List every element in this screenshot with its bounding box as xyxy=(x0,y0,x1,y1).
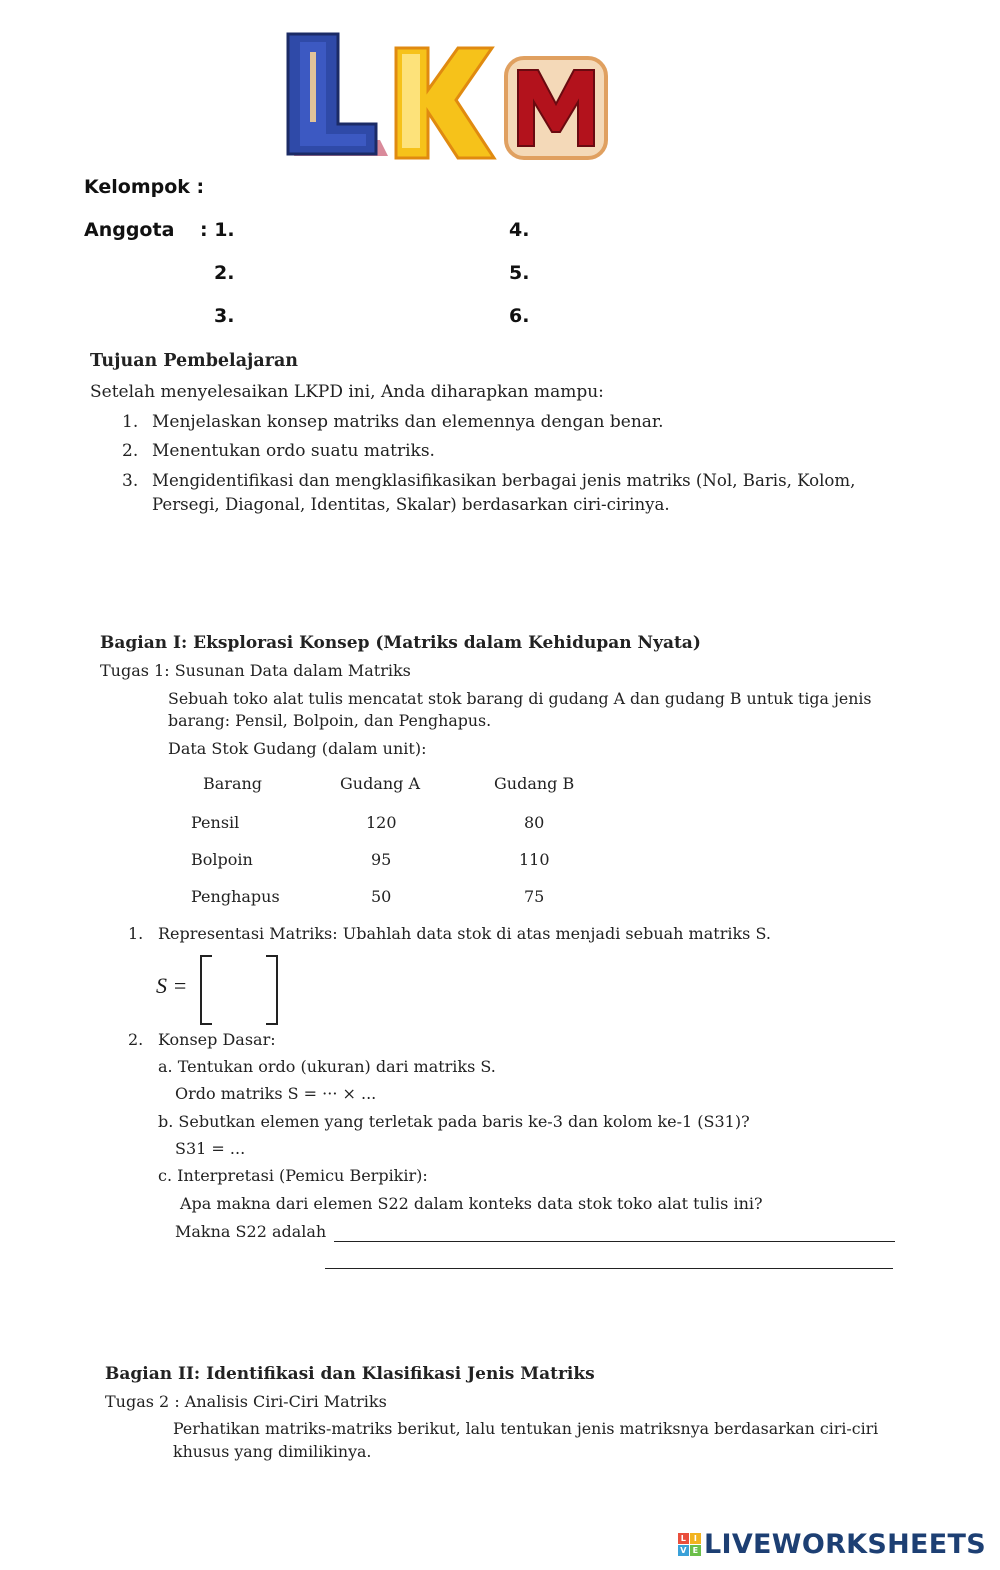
q2a-text: a. Tentukan ordo (ukuran) dari matriks S. xyxy=(158,1057,496,1076)
table-cell: 110 xyxy=(519,850,550,869)
tujuan-item-1: Menjelaskan konsep matriks dan elemennya dengan benar. xyxy=(152,412,664,432)
anggota-label: Anggota xyxy=(84,219,175,241)
table-cell: 50 xyxy=(371,887,392,906)
tujuan-item-3-cont: Persegi, Diagonal, Identitas, Skalar) berdasarkan ciri-cirinya. xyxy=(152,495,670,514)
tujuan-title: Tujuan Pembelajaran xyxy=(90,351,299,371)
tujuan-item-3: Mengidentifikasi dan mengklasifikasikan berbagai jenis matriks (Nol, Baris, Kolom, xyxy=(152,471,856,490)
logo-letter-k xyxy=(396,48,494,158)
q2-num: 2. xyxy=(128,1030,144,1049)
anggota-number-1: : 1. xyxy=(200,219,235,241)
q1-text: Representasi Matriks: Ubahlah data stok di atas menjadi sebuah matriks S. xyxy=(158,924,771,943)
table-header-barang: Barang xyxy=(203,774,263,793)
bagian1-desc-1: Sebuah toko alat tulis mencatat stok barang di gudang A dan gudang B untuk tiga jenis xyxy=(168,689,872,708)
bagian2-title: Bagian II: Identifikasi dan Klasifikasi Jenis Matriks xyxy=(105,1364,595,1384)
anggota-number-5: 5. xyxy=(509,262,530,284)
matrix-answer-area[interactable] xyxy=(214,960,264,1016)
q2b-answer: S31 = ... xyxy=(175,1139,246,1158)
logo-letter-m xyxy=(506,58,606,158)
liveworksheets-watermark[interactable] xyxy=(678,1529,986,1560)
table-header-gudang-b: Gudang B xyxy=(494,774,575,793)
answer-line-1[interactable] xyxy=(334,1241,895,1242)
table-cell: Bolpoin xyxy=(191,850,253,869)
anggota-number-3: 3. xyxy=(214,305,235,327)
answer-line-2[interactable] xyxy=(325,1268,893,1269)
table-caption: Data Stok Gudang (dalam unit): xyxy=(168,739,427,758)
anggota-number-4: 4. xyxy=(509,219,530,241)
table-cell: 95 xyxy=(371,850,392,869)
q2b-text: b. Sebutkan elemen yang terletak pada baris ke-3 dan kolom ke-1 (S31)? xyxy=(158,1112,750,1131)
q1-num: 1. xyxy=(128,924,144,943)
lkm-logo xyxy=(280,28,620,168)
matrix-right-bracket xyxy=(266,955,278,1025)
tujuan-intro: Setelah menyelesaikan LKPD ini, Anda diharapkan mampu: xyxy=(90,382,604,402)
bagian2-desc-1: Perhatikan matriks-matriks berikut, lalu tentukan jenis matriksnya berdasarkan ciri-ciri xyxy=(173,1419,879,1438)
table-cell: 120 xyxy=(366,813,397,832)
matrix-left-bracket xyxy=(200,955,212,1025)
bagian1-title: Bagian I: Eksplorasi Konsep (Matriks dalam Kehidupan Nyata) xyxy=(100,633,701,653)
q2-text: Konsep Dasar: xyxy=(158,1030,276,1049)
liveworksheets-icon: L I V E xyxy=(678,1533,701,1556)
q2a-answer: Ordo matriks S = ··· × ... xyxy=(175,1084,377,1103)
table-header-gudang-a: Gudang A xyxy=(340,774,421,793)
table-cell: Penghapus xyxy=(191,887,280,906)
liveworksheets-text: LIVEWORKSHEETS xyxy=(703,1529,986,1560)
bagian1-desc-2: barang: Pensil, Bolpoin, dan Penghapus. xyxy=(168,711,492,730)
bagian2-desc-2: khusus yang dimilikinya. xyxy=(173,1442,372,1461)
bagian1-tugas: Tugas 1: Susunan Data dalam Matriks xyxy=(100,661,411,680)
q2c-question: Apa makna dari elemen S22 dalam konteks data stok toko alat tulis ini? xyxy=(180,1194,763,1213)
anggota-number-6: 6. xyxy=(509,305,530,327)
tujuan-item-2: Menentukan ordo suatu matriks. xyxy=(152,441,435,461)
logo-letter-l xyxy=(288,34,388,156)
table-cell: Pensil xyxy=(191,813,240,832)
tujuan-item-3-num: 3. xyxy=(122,471,139,491)
kelompok-label: Kelompok : xyxy=(84,176,205,198)
tujuan-item-1-num: 1. xyxy=(122,412,139,432)
q2c-text: c. Interpretasi (Pemicu Berpikir): xyxy=(158,1166,428,1185)
matrix-s-label: S = xyxy=(156,973,188,998)
table-cell: 80 xyxy=(524,813,545,832)
table-cell: 75 xyxy=(524,887,545,906)
q2c-answer-label: Makna S22 adalah xyxy=(175,1222,327,1241)
bagian2-tugas: Tugas 2 : Analisis Ciri-Ciri Matriks xyxy=(105,1392,387,1411)
anggota-number-2: 2. xyxy=(214,262,235,284)
tujuan-item-2-num: 2. xyxy=(122,441,139,461)
